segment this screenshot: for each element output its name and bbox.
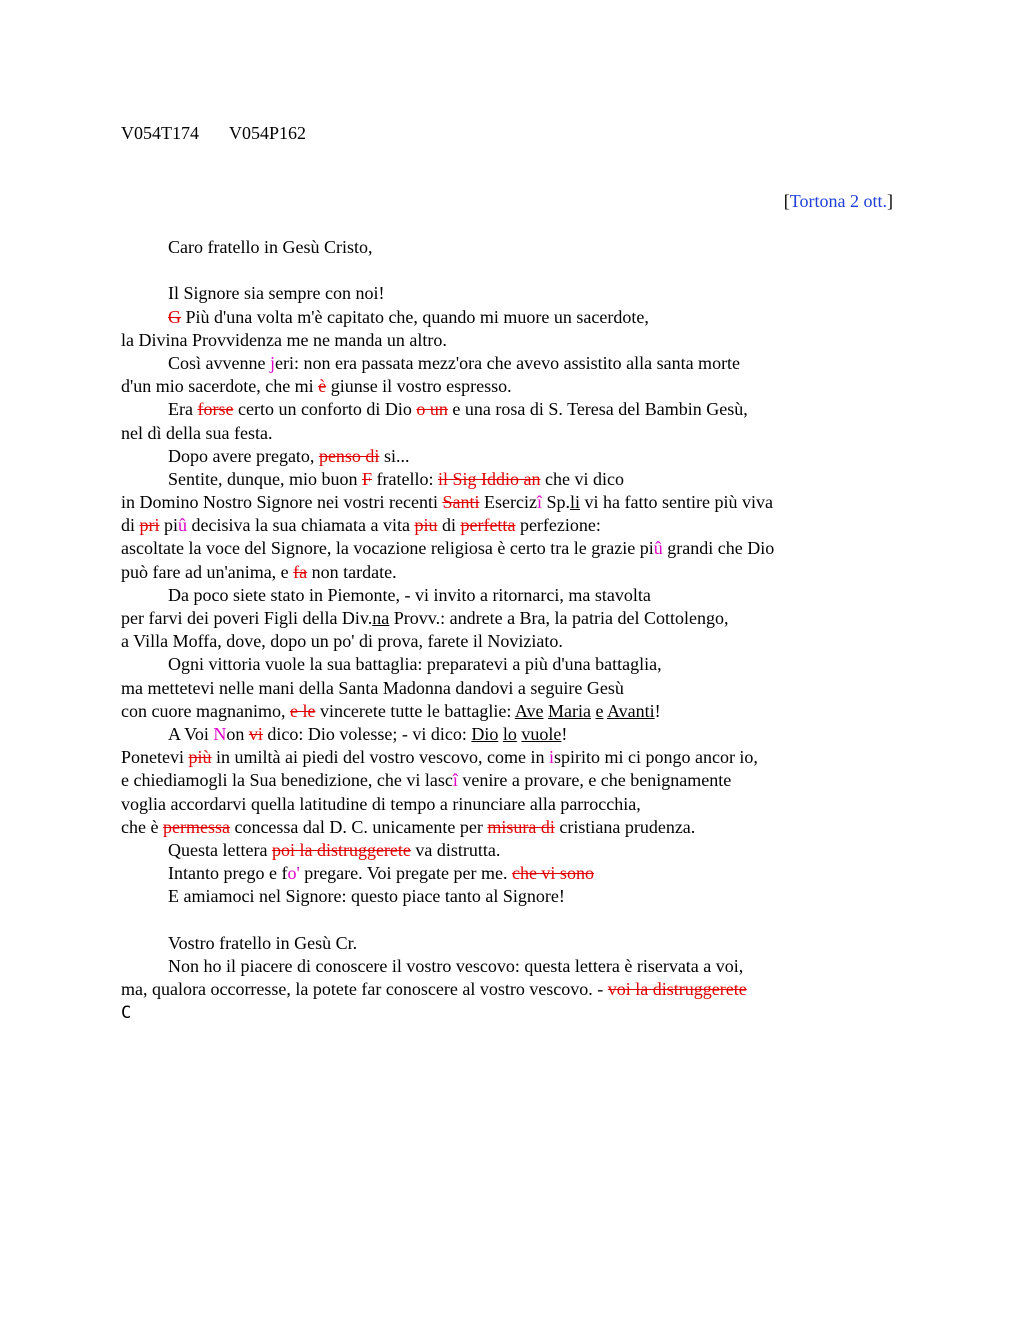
text-segment: si... xyxy=(379,445,410,466)
letter-line xyxy=(121,746,911,769)
deleted-text: fa xyxy=(293,561,308,582)
letter-line xyxy=(121,932,911,955)
letter-line xyxy=(121,491,911,514)
letter-line xyxy=(121,700,911,723)
deleted-text: è xyxy=(318,376,327,397)
deleted-text: che vi sono xyxy=(511,863,594,884)
underlined-text: li xyxy=(569,492,580,513)
text-segment: può fare ad un'anima, e xyxy=(121,561,294,582)
letter-line xyxy=(121,329,911,352)
text-segment: per farvi dei poveri Figli della Div. xyxy=(121,608,373,628)
letter-line xyxy=(121,955,911,978)
text-segment: va distrutta. xyxy=(410,839,501,860)
text-segment: on xyxy=(226,723,249,744)
underlined-text: na xyxy=(372,608,390,628)
text-segment: che vi dico xyxy=(540,468,624,489)
blank-line xyxy=(121,908,911,931)
date-bracket-close: ] xyxy=(887,191,893,211)
letter-line xyxy=(121,398,911,421)
text-segment: ma mettetevi nelle mani della Santa Madonna dandovi a seguire Gesù xyxy=(121,677,624,698)
inserted-text: j xyxy=(269,352,275,373)
text-segment: Questa lettera xyxy=(168,839,272,860)
letter-line xyxy=(121,816,911,839)
blank-line xyxy=(121,259,911,282)
deleted-text: permessa xyxy=(162,816,230,837)
letter-line xyxy=(121,885,911,908)
signature-mark: C xyxy=(121,1003,132,1024)
text-segment: certo un conforto di Dio xyxy=(233,399,417,420)
text-segment: non tardate. xyxy=(307,561,397,582)
deleted-text: voi la distruggerete xyxy=(607,979,747,999)
text-segment: d'un mio sacerdote, che mi xyxy=(121,376,319,397)
text-segment: fratello: xyxy=(372,468,438,489)
deleted-text: F xyxy=(361,468,372,489)
text-segment: Provv.: andrete a Bra, la patria del Cottolengo, xyxy=(389,608,729,628)
text-segment: giunse il vostro espresso. xyxy=(326,376,512,397)
text-segment: Dopo avere pregato, xyxy=(168,445,319,466)
deleted-text: forse xyxy=(197,399,234,420)
text-segment: Intanto prego e f xyxy=(168,863,288,884)
underlined-text: e xyxy=(595,700,604,721)
text-segment: decisiva la sua chiamata a vita xyxy=(187,515,415,536)
letter-line xyxy=(121,422,911,445)
letter-line xyxy=(121,723,911,746)
letter-line xyxy=(121,839,911,862)
text-segment: che è xyxy=(121,816,163,837)
deleted-text: poi la distruggerete xyxy=(271,839,411,860)
text-segment: e una rosa di S. Teresa del Bambin Gesù, xyxy=(447,399,748,420)
text-segment: con cuore magnanimo, xyxy=(121,700,290,721)
letter-line xyxy=(121,352,911,375)
underlined-text: Maria xyxy=(548,700,591,721)
inserted-text: N xyxy=(213,723,227,744)
text-segment: ! xyxy=(654,700,661,721)
text-segment: Sentite, dunque, mio buon xyxy=(168,468,362,489)
text-segment: e chiediamogli la Sua benedizione, che vi lasc xyxy=(121,770,453,791)
underlined-text: Ave xyxy=(514,700,544,721)
letter-line xyxy=(121,468,911,491)
letter-line xyxy=(121,514,911,537)
deleted-text: penso di xyxy=(318,445,380,466)
inserted-text: i xyxy=(548,747,554,768)
text-segment: Da poco siete stato in Piemonte, - vi invito a ritornarci, ma stavolta xyxy=(168,584,651,605)
text-segment: ma, qualora occorresse, la potete far conoscere al vostro vescovo. - xyxy=(121,979,608,999)
text-segment: a Villa Moffa, dove, dopo un po' di prova, farete il Noviziato. xyxy=(121,631,563,652)
deleted-text: vi xyxy=(248,723,263,744)
letter-line xyxy=(121,653,911,676)
letter-line xyxy=(121,978,911,1001)
text-segment: Era xyxy=(168,399,198,420)
deleted-text: Santi xyxy=(442,492,480,513)
deleted-text: il Sig Iddio an xyxy=(437,468,541,489)
letter-line xyxy=(121,1001,911,1024)
text-segment: Ponetevi xyxy=(121,747,189,768)
text-segment: Più d'una volta m'è capitato che, quando mi muore un sacerdote, xyxy=(181,306,649,327)
text-segment: Così avvenne xyxy=(168,352,270,373)
text-segment: Non ho il piacere di conoscere il vostro vescovo: questa lettera è riservata a voi, xyxy=(168,955,744,976)
date-bracket-open: [ xyxy=(783,191,790,211)
salutation: Caro fratello in Gesù Cristo, xyxy=(168,237,373,257)
text-segment: ! xyxy=(561,723,568,744)
text-segment: voglia accordarvi quella latitudine di tempo a rinunciare alla parrocchia, xyxy=(121,793,641,814)
volume-header xyxy=(121,122,306,144)
text-segment: nel dì della sua festa. xyxy=(121,422,273,443)
text-segment: A Voi xyxy=(168,723,214,744)
letter-line xyxy=(121,630,911,653)
underlined-text: Avanti xyxy=(607,700,655,721)
volume-p-code: V054P162 xyxy=(229,123,307,143)
volume-t-code: V054T174 xyxy=(121,123,199,143)
letter-body xyxy=(121,236,911,1024)
text-segment: concessa dal D. C. unicamente per xyxy=(229,816,488,837)
text-segment: pi xyxy=(159,515,179,536)
date-text: Tortona 2 ott. xyxy=(789,191,887,211)
inserted-text: î xyxy=(536,492,542,513)
text-segment: venire a provare, e che benignamente xyxy=(457,770,732,791)
underlined-text: lo xyxy=(502,723,517,744)
text-segment: in Domino Nostro Signore nei vostri recenti xyxy=(121,492,443,513)
underlined-text: Dio xyxy=(471,723,499,744)
deleted-text: e le xyxy=(289,700,316,721)
text-segment: pregare. Voi pregate per me. xyxy=(299,863,512,884)
text-segment: Eserciz xyxy=(479,492,537,513)
letter-line xyxy=(121,306,911,329)
text-segment: di xyxy=(437,515,461,536)
text-segment: E amiamoci nel Signore: questo piace tanto al Signore! xyxy=(168,886,565,907)
text-segment: Sp. xyxy=(541,492,570,513)
letter-line xyxy=(121,375,911,398)
text-segment: Il Signore sia sempre con noi! xyxy=(168,283,385,304)
deleted-text: G xyxy=(168,306,181,327)
deleted-text: più xyxy=(188,747,212,768)
deleted-text: o un xyxy=(416,399,448,420)
letter-lines xyxy=(121,282,911,1024)
deleted-text: piu xyxy=(414,515,438,536)
inserted-text: o' xyxy=(287,863,300,884)
letter-line xyxy=(121,769,911,792)
letter-line xyxy=(121,862,911,885)
text-segment: vincerete tutte le battaglie: xyxy=(315,700,515,721)
inserted-text: û xyxy=(178,515,188,536)
letter-line xyxy=(121,561,911,584)
inserted-text: û xyxy=(653,538,663,559)
text-segment: Ogni vittoria vuole la sua battaglia: preparatevi a più d'una battaglia, xyxy=(168,654,662,675)
text-segment: in umiltà ai piedi del vostro vescovo, come in xyxy=(211,747,549,768)
text-segment: ascoltate la voce del Signore, la vocazione religiosa è certo tra le grazie pi xyxy=(121,538,654,559)
letter-line xyxy=(121,584,911,607)
underlined-text: vuole xyxy=(521,723,562,744)
deleted-text: pri xyxy=(139,515,160,536)
letter-line xyxy=(121,282,911,305)
deleted-text: misura di xyxy=(487,816,555,837)
text-segment: grandi che Dio xyxy=(662,538,775,559)
letter-line xyxy=(121,445,911,468)
text-segment: spirito mi ci pongo ancor io, xyxy=(553,747,758,768)
letter-line xyxy=(121,607,911,630)
text-segment: perfezione: xyxy=(515,515,601,536)
text-segment: Vostro fratello in Gesù Cr. xyxy=(168,932,358,953)
text-segment: cristiana prudenza. xyxy=(554,816,696,837)
deleted-text: perfetta xyxy=(460,515,516,536)
text-segment: la Divina Provvidenza me ne manda un altro. xyxy=(121,329,447,350)
letter-line xyxy=(121,677,911,700)
text-segment: eri: non era passata mezz'ora che avevo assistito alla santa morte xyxy=(275,352,741,373)
inserted-text: î xyxy=(452,770,458,791)
letter-line xyxy=(121,537,911,560)
text-segment: vi ha fatto sentire più viva xyxy=(579,492,773,513)
text-segment: dico: Dio volesse; - vi dico: xyxy=(262,723,472,744)
letter-line xyxy=(121,793,911,816)
text-segment: di xyxy=(121,515,140,536)
letter-date xyxy=(784,190,893,212)
